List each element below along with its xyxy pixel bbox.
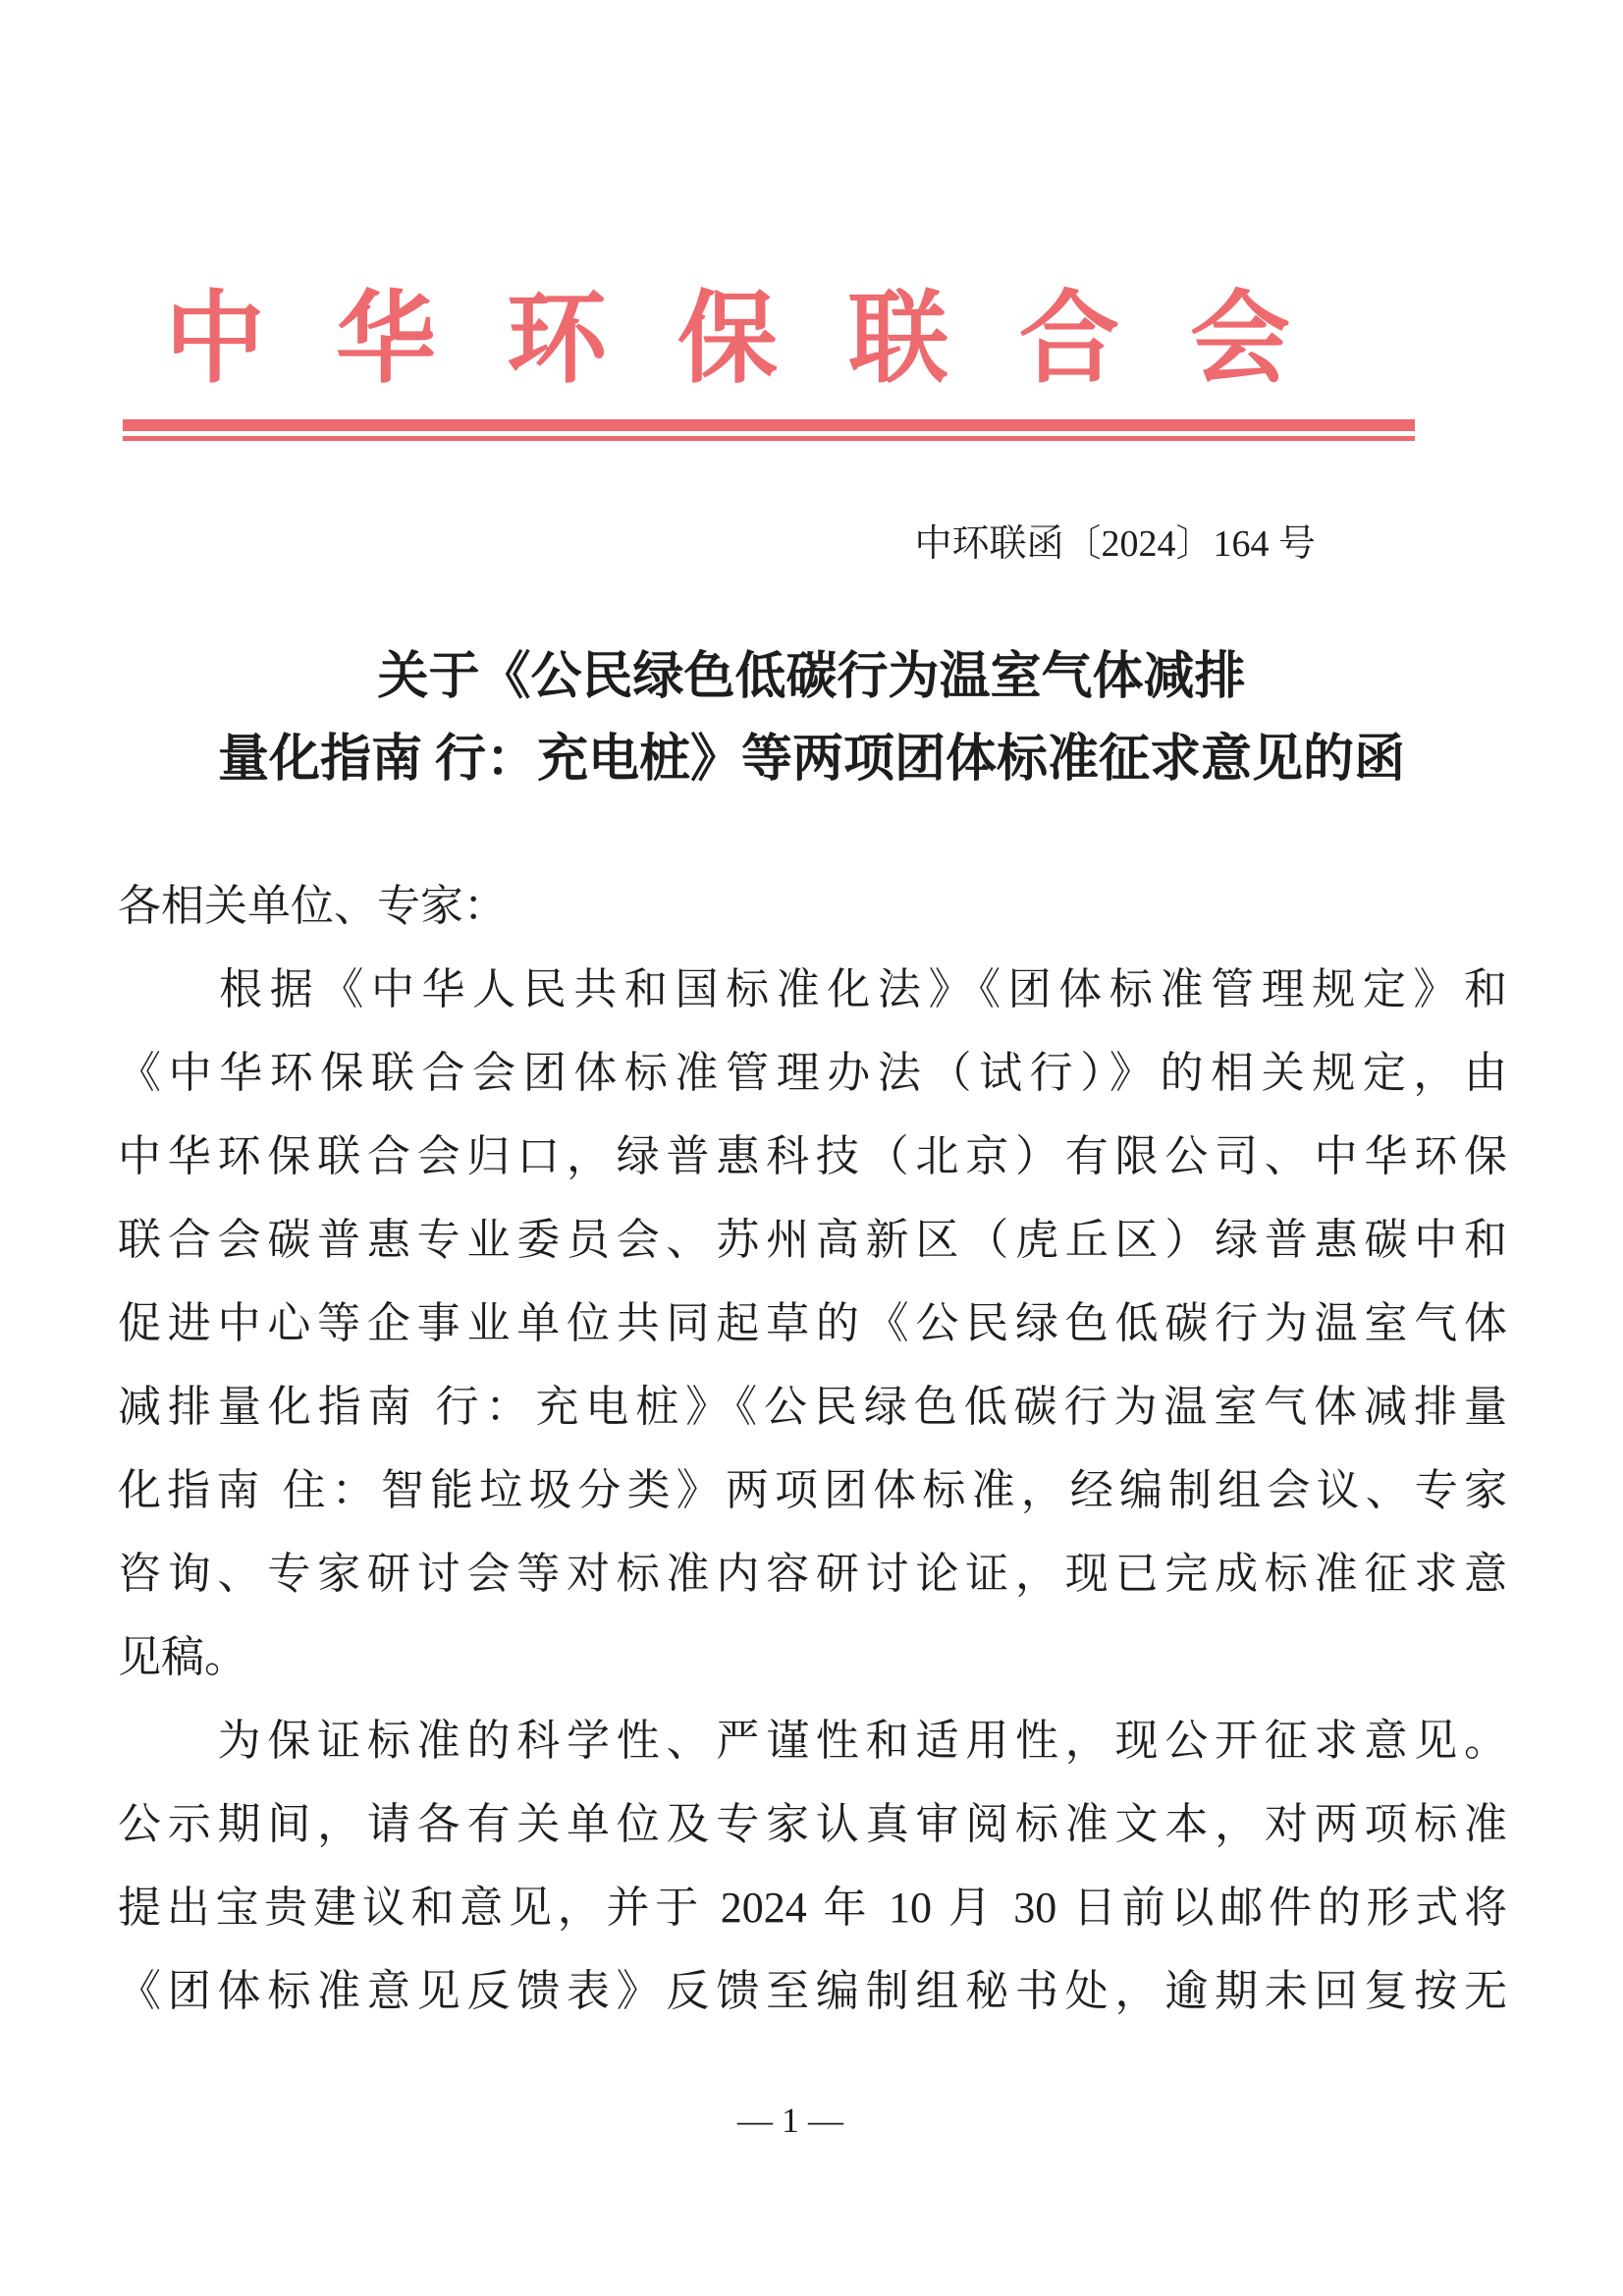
body-line: 咨询、专家研讨会等对标准内容研讨论证，现已完成标准征求意 [118,1550,1507,1598]
body-line: 见稿。 [118,1633,247,1681]
body-line: 化指南 住：智能垃圾分类》两项团体标准，经编制组会议、专家 [118,1466,1507,1514]
letterhead-rule-thick [123,419,1415,431]
salutation: 各相关单位、专家： [118,882,507,930]
document-number: 中环联函〔2024〕164 号 [914,523,1316,565]
body-line: 减排量化指南 行：充电桩》《公民绿色低碳行为温室气体减排量 [118,1383,1507,1431]
body-line: 联合会碳普惠专业委员会、苏州高新区（虎丘区）绿普惠碳中和 [118,1216,1507,1264]
body-line: 公示期间，请各有关单位及专家认真审阅标准文本，对两项标准 [118,1800,1507,1848]
page-number: — 1 — [737,2101,843,2140]
body-line: 《团体标准意见反馈表》反馈至编制组秘书处，逾期未回复按无 [118,1967,1507,2015]
document-body [118,864,1507,2033]
body-line: 促进中心等企事业单位共同起草的《公民绿色低碳行为温室气体 [118,1299,1507,1347]
letterhead-rule-thin [123,436,1415,441]
document-title-line-2: 量化指南 行：充电桩》等两项团体标准征求意见的函 [217,732,1405,788]
document-title [0,636,1623,801]
body-line: 《中华环保联合会团体标准管理办法（试行）》的相关规定，由 [118,1049,1507,1097]
body-line: 为保证标准的科学性、严谨性和适用性，现公开征求意见。 [118,1717,1507,1765]
letterhead-org-title: 中华环保联合会 [165,285,1361,396]
body-line: 提出宝贵建议和意见，并于 2024 年 10 月 30 日前以邮件的形式将 [118,1884,1507,1932]
body-line: 中华环保联合会归口，绿普惠科技（北京）有限公司、中华环保 [118,1132,1507,1180]
document-title-line-1: 关于《公民绿色低碳行为温室气体减排 [377,649,1246,705]
body-line: 根据《中华人民共和国标准化法》《团体标准管理规定》和 [118,965,1507,1013]
